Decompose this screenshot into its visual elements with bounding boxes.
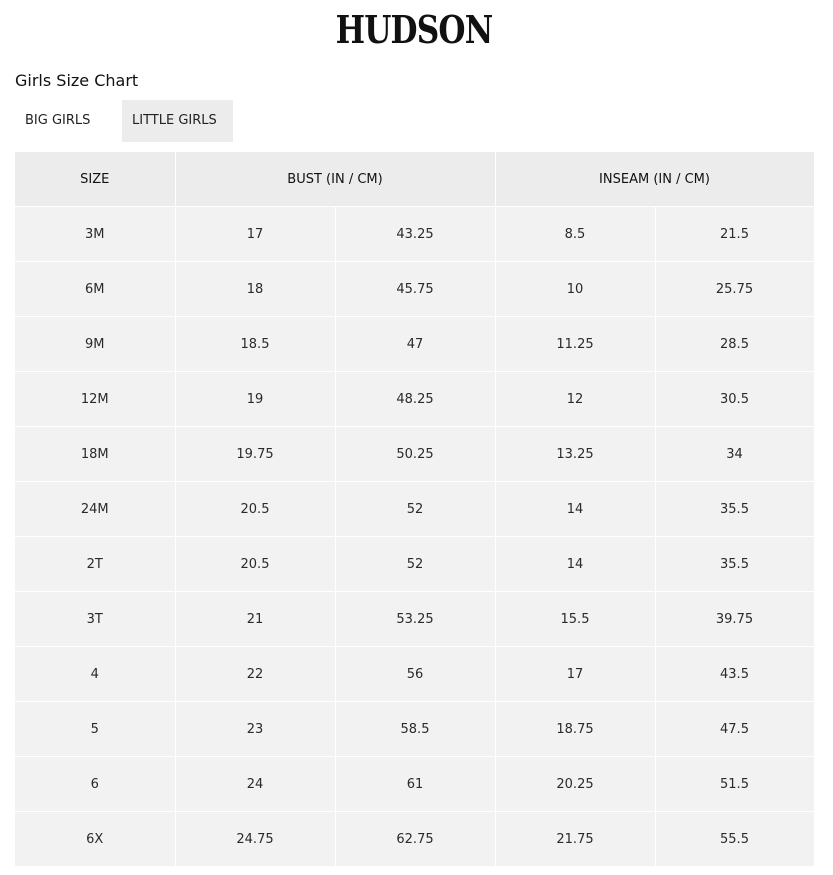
cell-bust-cm: 50.25 <box>335 427 495 482</box>
cell-size: 6X <box>15 812 175 867</box>
cell-inseam-cm: 35.5 <box>655 537 814 592</box>
page-title: Girls Size Chart <box>15 71 139 90</box>
header-size: SIZE <box>15 152 175 207</box>
cell-size: 5 <box>15 702 175 757</box>
cell-bust-in: 18 <box>175 262 335 317</box>
cell-bust-cm: 47 <box>335 317 495 372</box>
cell-inseam-cm: 47.5 <box>655 702 814 757</box>
table-row <box>15 812 814 867</box>
cell-size: 4 <box>15 647 175 702</box>
cell-inseam-in: 20.25 <box>495 757 655 812</box>
cell-inseam-in: 17 <box>495 647 655 702</box>
table-body <box>15 207 814 867</box>
cell-bust-cm: 48.25 <box>335 372 495 427</box>
cell-bust-cm: 62.75 <box>335 812 495 867</box>
cell-inseam-cm: 35.5 <box>655 482 814 537</box>
table-header-row <box>15 152 814 207</box>
cell-inseam-cm: 43.5 <box>655 647 814 702</box>
tab-little-girls[interactable]: LITTLE GIRLS <box>122 100 233 142</box>
cell-bust-in: 20.5 <box>175 537 335 592</box>
table-row <box>15 262 814 317</box>
table-row <box>15 702 814 757</box>
cell-size: 2T <box>15 537 175 592</box>
cell-inseam-cm: 30.5 <box>655 372 814 427</box>
cell-size: 12M <box>15 372 175 427</box>
cell-inseam-in: 12 <box>495 372 655 427</box>
cell-bust-in: 21 <box>175 592 335 647</box>
cell-bust-in: 22 <box>175 647 335 702</box>
cell-bust-cm: 56 <box>335 647 495 702</box>
size-tabs <box>15 100 233 142</box>
cell-size: 18M <box>15 427 175 482</box>
cell-bust-in: 19 <box>175 372 335 427</box>
header-inseam: INSEAM (IN / CM) <box>495 152 814 207</box>
cell-bust-in: 17 <box>175 207 335 262</box>
table-row <box>15 317 814 372</box>
header-bust: BUST (IN / CM) <box>175 152 495 207</box>
hudson-logo: HUDSON <box>335 7 493 52</box>
cell-inseam-cm: 51.5 <box>655 757 814 812</box>
cell-bust-cm: 58.5 <box>335 702 495 757</box>
cell-inseam-in: 10 <box>495 262 655 317</box>
cell-bust-in: 19.75 <box>175 427 335 482</box>
cell-size: 3T <box>15 592 175 647</box>
cell-inseam-cm: 25.75 <box>655 262 814 317</box>
cell-bust-cm: 52 <box>335 482 495 537</box>
cell-bust-cm: 43.25 <box>335 207 495 262</box>
cell-inseam-cm: 34 <box>655 427 814 482</box>
cell-size: 24M <box>15 482 175 537</box>
cell-inseam-in: 13.25 <box>495 427 655 482</box>
cell-bust-in: 23 <box>175 702 335 757</box>
tab-big-girls[interactable]: BIG GIRLS <box>25 113 91 128</box>
table-row <box>15 757 814 812</box>
cell-size: 9M <box>15 317 175 372</box>
cell-inseam-in: 18.75 <box>495 702 655 757</box>
cell-inseam-cm: 55.5 <box>655 812 814 867</box>
cell-inseam-in: 14 <box>495 537 655 592</box>
table-row <box>15 372 814 427</box>
cell-bust-in: 24 <box>175 757 335 812</box>
table-row <box>15 647 814 702</box>
cell-bust-in: 18.5 <box>175 317 335 372</box>
cell-inseam-in: 8.5 <box>495 207 655 262</box>
cell-bust-cm: 52 <box>335 537 495 592</box>
cell-inseam-in: 21.75 <box>495 812 655 867</box>
cell-inseam-in: 14 <box>495 482 655 537</box>
size-chart-table <box>15 152 815 867</box>
table-row <box>15 207 814 262</box>
cell-bust-cm: 53.25 <box>335 592 495 647</box>
cell-bust-cm: 61 <box>335 757 495 812</box>
table-row <box>15 592 814 647</box>
table-row <box>15 482 814 537</box>
cell-size: 3M <box>15 207 175 262</box>
cell-bust-in: 24.75 <box>175 812 335 867</box>
cell-bust-cm: 45.75 <box>335 262 495 317</box>
cell-size: 6 <box>15 757 175 812</box>
cell-size: 6M <box>15 262 175 317</box>
cell-inseam-in: 15.5 <box>495 592 655 647</box>
table-row <box>15 537 814 592</box>
cell-inseam-cm: 39.75 <box>655 592 814 647</box>
table-row <box>15 427 814 482</box>
cell-inseam-in: 11.25 <box>495 317 655 372</box>
cell-bust-in: 20.5 <box>175 482 335 537</box>
cell-inseam-cm: 28.5 <box>655 317 814 372</box>
cell-inseam-cm: 21.5 <box>655 207 814 262</box>
